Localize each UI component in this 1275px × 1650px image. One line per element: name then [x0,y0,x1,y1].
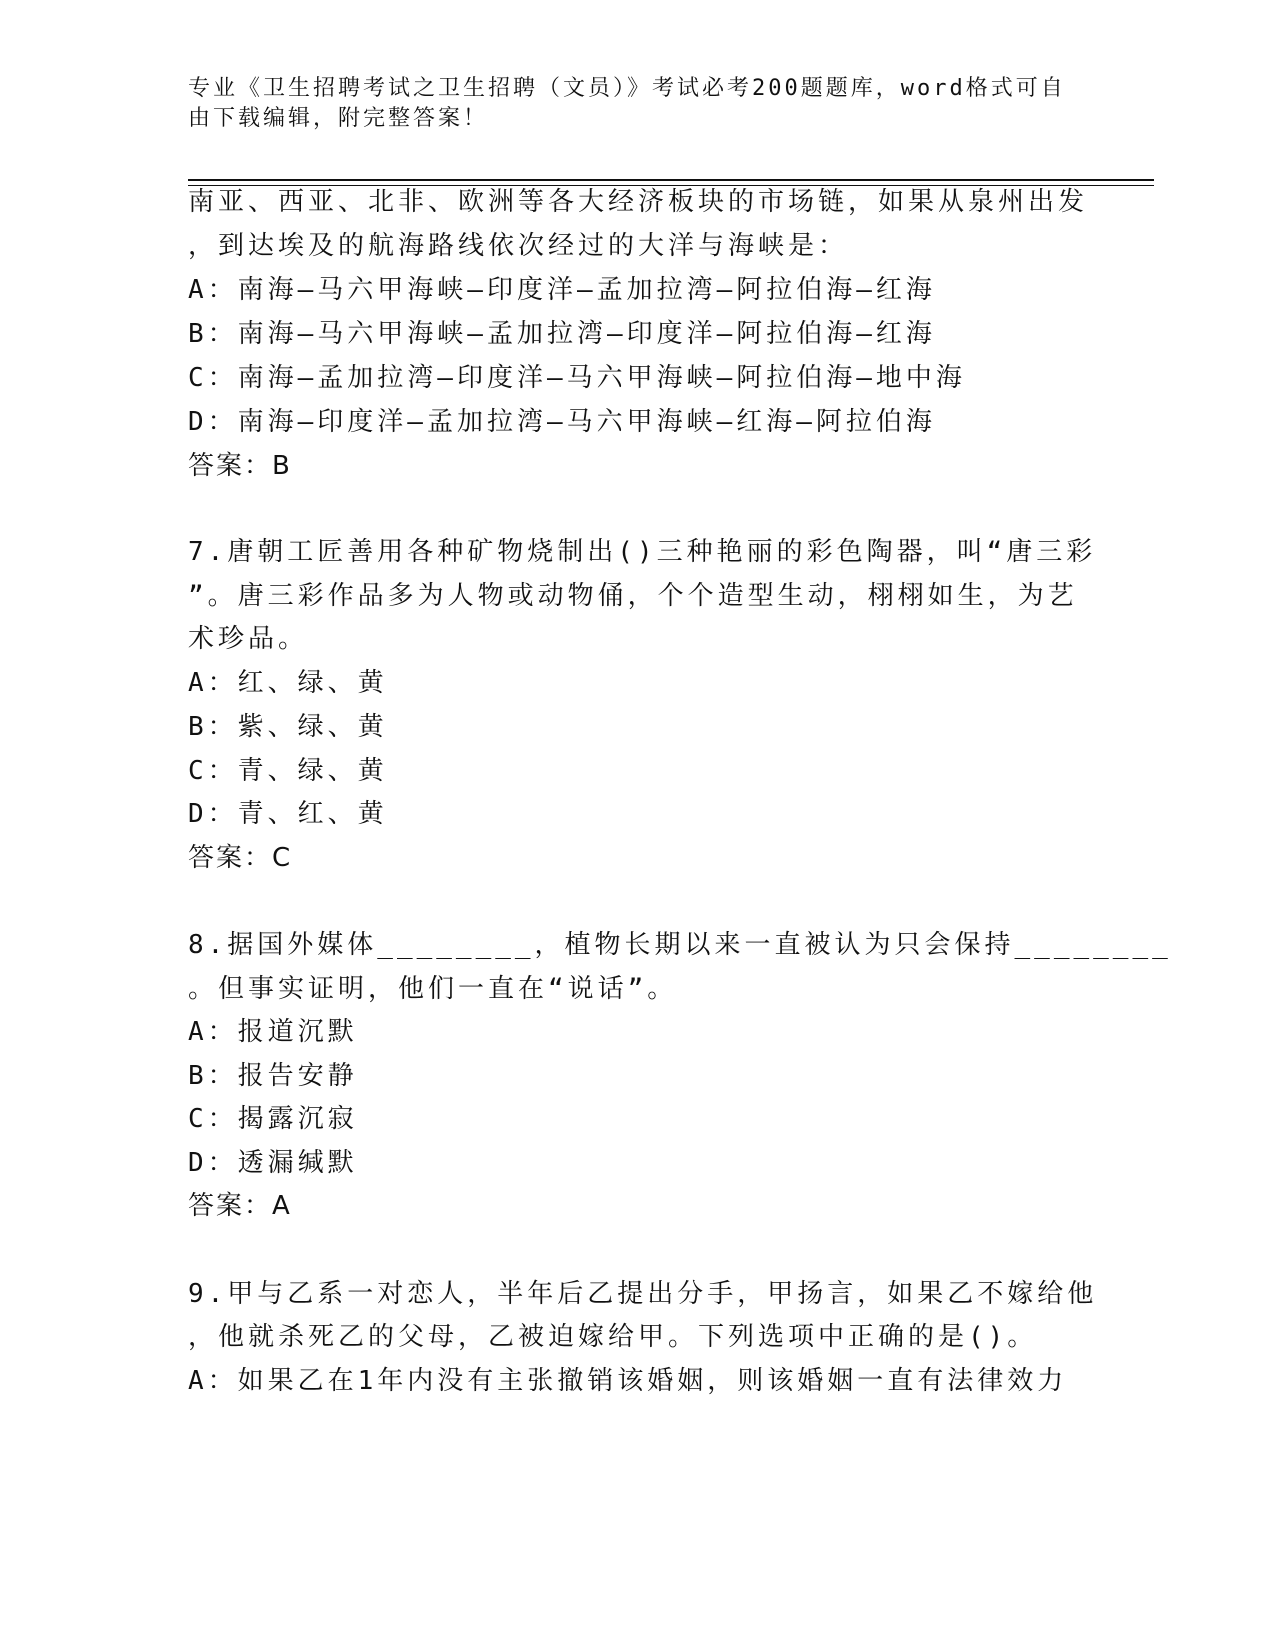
q7-option-d: D：青、红、黄 [188,799,388,829]
q8-option-b: B：报告安静 [188,1061,358,1091]
q7-stem-line3: 术珍品。 [188,624,309,654]
q9-option-a: A：如果乙在1年内没有主张撤销该婚姻，则该婚姻一直有法律效力 [188,1366,1068,1396]
q7-option-b: B：紫、绿、黄 [188,712,388,742]
q7-option-c: C：青、绿、黄 [188,756,388,786]
q8-stem-line1: 8.据国外媒体________，植物长期以来一直被认为只会保持________ [188,930,1172,960]
q8-stem-line2: 。但事实证明，他们一直在“说话”。 [188,974,678,1004]
q7-stem-line1: 7.唐朝工匠善用各种矿物烧制出()三种艳丽的彩色陶器，叫“唐三彩 [188,537,1097,567]
q7-stem-line2: ”。唐三彩作品多为人物或动物俑，个个造型生动，栩栩如生，为艺 [188,581,1078,611]
q7-option-a: A：红、绿、黄 [188,668,388,698]
q8-option-d: D：透漏缄默 [188,1148,358,1178]
header-title-line2: 由下载编辑，附完整答案！ [188,106,489,131]
q9-stem-line2: ，他就杀死乙的父母，乙被迫嫁给甲。下列选项中正确的是()。 [188,1322,1038,1352]
q7-answer: 答案：C [188,843,293,873]
q6-option-b: B：南海—马六甲海峡—孟加拉湾—印度洋—阿拉伯海—红海 [188,319,936,349]
q6-option-d: D：南海—印度洋—孟加拉湾—马六甲海峡—红海—阿拉伯海 [188,407,936,437]
q8-option-a: A：报道沉默 [188,1017,358,1047]
header-divider-thick [188,179,1154,181]
q6-stem-line1: 南亚、西亚、北非、欧洲等各大经济板块的市场链，如果从泉州出发 [188,187,1089,217]
q6-option-c: C：南海—孟加拉湾—印度洋—马六甲海峡—阿拉伯海—地中海 [188,363,966,393]
q6-option-a: A：南海—马六甲海峡—印度洋—孟加拉湾—阿拉伯海—红海 [188,275,936,305]
page-header [188,74,1068,134]
q9-stem-line1: 9.甲与乙系一对恋人，半年后乙提出分手，甲扬言，如果乙不嫁给他 [188,1279,1098,1309]
header-title-line1: 专业《卫生招聘考试之卫生招聘（文员）》考试必考200题题库，word格式可自 [188,76,1066,101]
q6-stem-line2: ，到达埃及的航海路线依次经过的大洋与海峡是： [188,231,849,261]
q8-answer: 答案：A [188,1191,292,1221]
q8-option-c: C：揭露沉寂 [188,1104,358,1134]
q6-answer: 答案：B [188,451,292,481]
